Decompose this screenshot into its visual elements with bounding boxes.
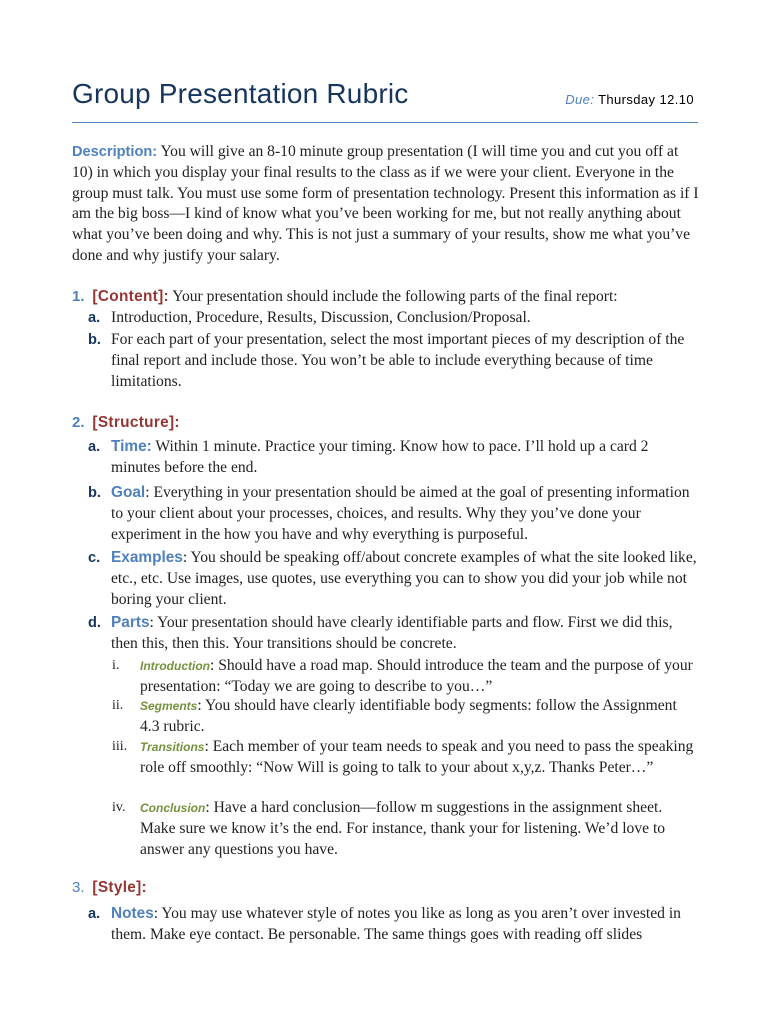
subitem-text: : Each member of your team needs to speak and you need to pass the speaking role off smoothly: “Now Will is going to talk to your about x,y,z. Thanks Peter…” bbox=[140, 738, 694, 776]
list-item bbox=[88, 308, 700, 329]
item-marker: c. bbox=[88, 550, 101, 566]
section-number: 1. bbox=[72, 288, 85, 305]
item-text: For each part of your presentation, select the most important pieces of my description of the final report and include those. You won’t be able to include everything because of time limitations. bbox=[111, 331, 685, 390]
section-title: [Content]: bbox=[92, 288, 169, 305]
subitem-text: : Have a hard conclusion—follow m suggestions in the assignment sheet. Make sure we know it’s the end. For instance, thank your for listening. We’d love to answer any questions you have. bbox=[140, 799, 666, 858]
roman-marker: iv. bbox=[112, 800, 126, 815]
item-marker: b. bbox=[88, 332, 101, 348]
document-header bbox=[72, 74, 698, 123]
sub-list-item bbox=[112, 656, 700, 698]
list-item bbox=[88, 904, 700, 946]
section-title: [Structure]: bbox=[92, 414, 180, 431]
roman-marker: i. bbox=[112, 658, 120, 673]
item-keyword: Notes bbox=[111, 905, 154, 922]
due-label: Due: bbox=[565, 92, 595, 107]
item-keyword: Parts bbox=[111, 614, 150, 631]
description-paragraph bbox=[72, 142, 700, 267]
subitem-keyword: Transitions bbox=[140, 740, 205, 754]
item-marker: a. bbox=[88, 310, 101, 326]
sub-list-item bbox=[112, 696, 700, 738]
list-item bbox=[88, 483, 700, 545]
item-keyword: Time: bbox=[111, 438, 152, 455]
item-text: Within 1 minute. Practice your timing. Know how to pace. I’ll hold up a card 2 minutes before the end. bbox=[111, 438, 649, 476]
item-marker: d. bbox=[88, 615, 101, 631]
due-value: Thursday 12.10 bbox=[598, 92, 694, 107]
item-text: : Everything in your presentation should be aimed at the goal of presenting information to your client about your processes, choices, and results. Why they you’ve done your experiment in the how you have and why everything is purposeful. bbox=[111, 484, 690, 543]
subitem-keyword: Segments bbox=[140, 699, 198, 713]
subitem-keyword: Conclusion bbox=[140, 801, 206, 815]
section-number: 3. bbox=[72, 879, 85, 896]
roman-marker: iii. bbox=[112, 739, 128, 754]
due-date bbox=[565, 92, 694, 107]
list-item bbox=[88, 330, 700, 392]
item-keyword: Goal bbox=[111, 484, 146, 501]
item-marker: a. bbox=[88, 439, 101, 455]
section-style-heading bbox=[72, 878, 700, 899]
sub-list-item bbox=[112, 737, 700, 779]
roman-marker: ii. bbox=[112, 698, 124, 713]
section-intro: Your presentation should include the following parts of the final report: bbox=[172, 288, 618, 305]
item-text: Introduction, Procedure, Results, Discussion, Conclusion/Proposal. bbox=[111, 309, 531, 326]
item-text: : Your presentation should have clearly identifiable parts and flow. First we did this, then this, then this. Your transitions should be concrete. bbox=[111, 614, 673, 652]
item-marker: b. bbox=[88, 485, 101, 501]
item-text: : You should be speaking off/about concrete examples of what the site looked like, etc., etc. Use images, use quotes, use everything you can to show you did your job while not boring your client. bbox=[111, 549, 697, 608]
subitem-text: : Should have a road map. Should introduce the team and the purpose of your presentation: “Today we are going to describe to you…” bbox=[140, 657, 693, 695]
subitem-text: : You should have clearly identifiable body segments: follow the Assignment 4.3 rubric. bbox=[140, 697, 677, 735]
list-item bbox=[88, 437, 700, 479]
page-title: Group Presentation Rubric bbox=[72, 78, 409, 109]
section-content-heading bbox=[72, 287, 700, 308]
sub-list-item bbox=[112, 798, 700, 860]
item-marker: a. bbox=[88, 906, 101, 922]
list-item bbox=[88, 613, 700, 655]
description-text: You will give an 8-10 minute group presentation (I will time you and cut you off at 10) in which you display your final results to the class as if we were your client. Everyone in the group must talk. You must use some form of presentation technology. Present this information as if I am the big boss—I kind of know what you’ve been working for me, but not really anything about what you’ve been doing and why. This is not just a summary of your results, show me what you’ve done and why justify your salary. bbox=[72, 143, 699, 264]
item-keyword: Examples bbox=[111, 549, 183, 566]
section-title: [Style]: bbox=[92, 879, 147, 896]
section-number: 2. bbox=[72, 414, 85, 431]
description-label: Description: bbox=[72, 144, 158, 160]
subitem-keyword: Introduction bbox=[140, 659, 210, 673]
item-text: : You may use whatever style of notes you like as long as you aren’t over invested in them. Make eye contact. Be personable. The same things goes with reading off slides bbox=[111, 905, 681, 943]
list-item bbox=[88, 548, 700, 610]
section-structure-heading bbox=[72, 413, 700, 434]
